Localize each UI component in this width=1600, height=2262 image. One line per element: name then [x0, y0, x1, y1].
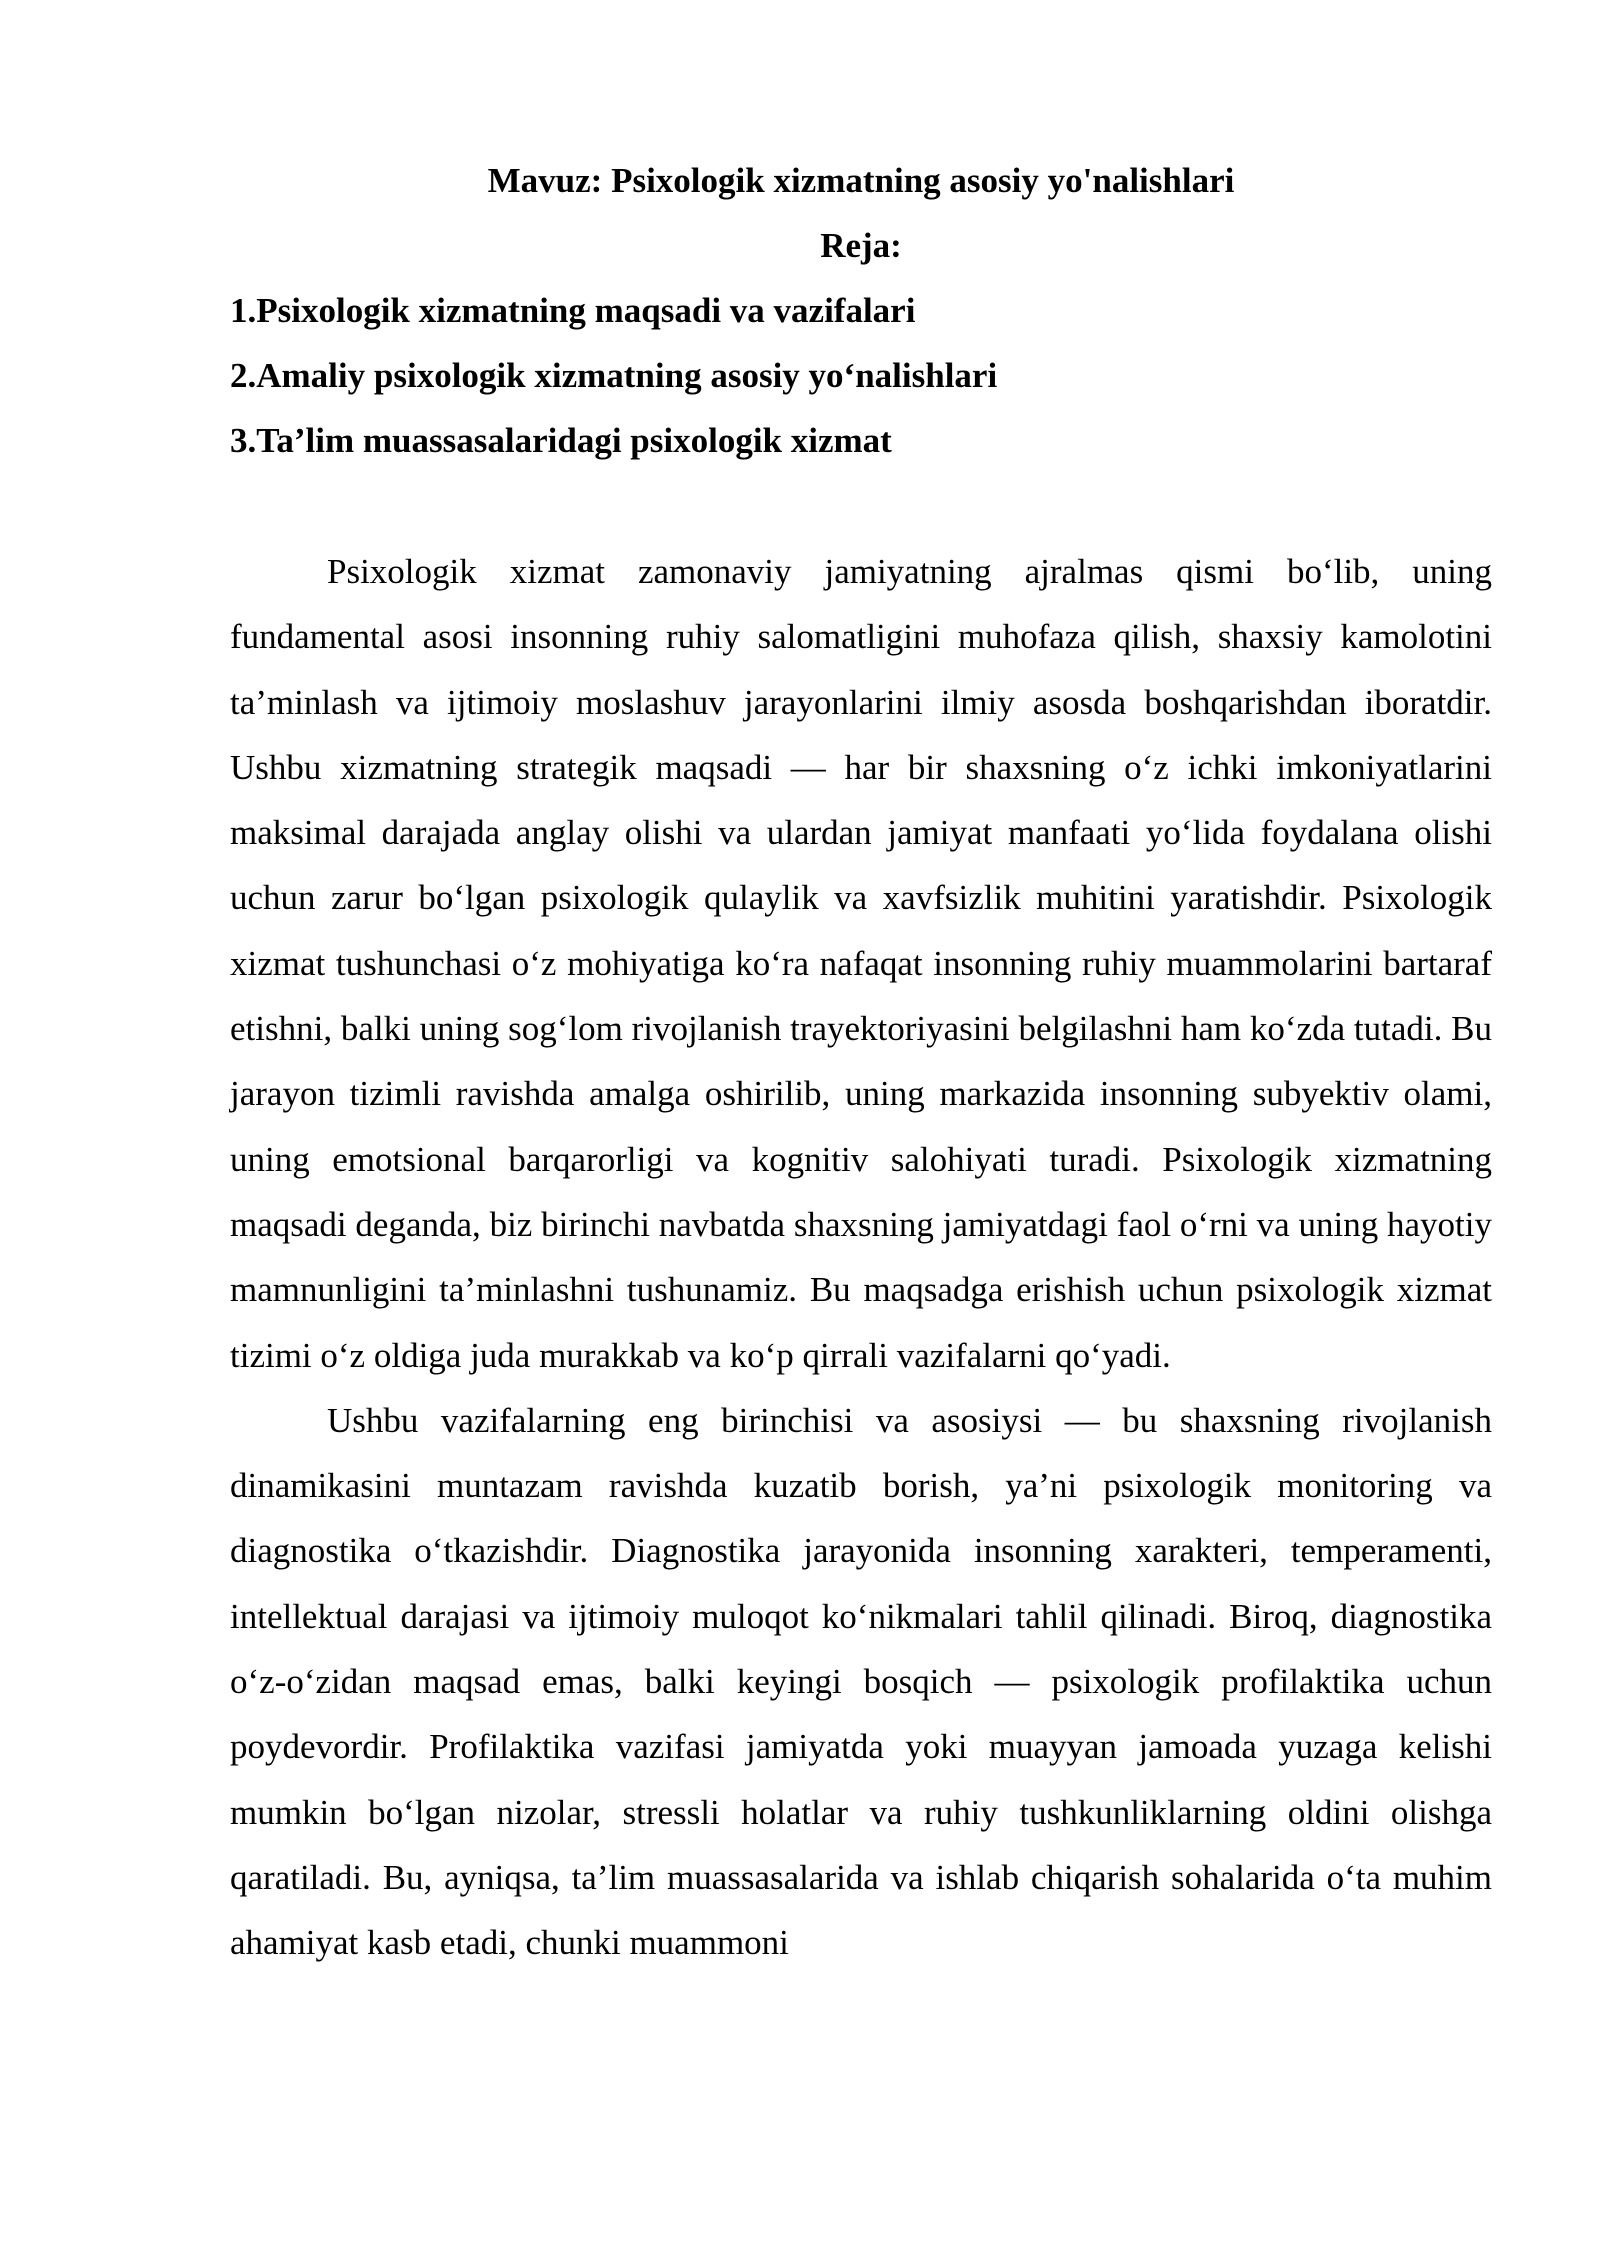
document-title: Mavuz: Psixologik xizmatning asosiy yo'nalishlari: [487, 161, 1235, 200]
plan-item: 2.Amaliy psixologik xizmatning asosiy yo‘nalishlari: [230, 356, 998, 395]
document-page: [230, 148, 1492, 1976]
section-spacer: [230, 473, 1492, 539]
plan-list: [230, 278, 1492, 473]
plan-item: 3.Ta’lim muassasalaridagi psixologik xizmat: [230, 421, 892, 460]
body-paragraph: Ushbu vazifalarning eng birinchisi va asosiysi — bu shaxsning rivojlanish dinamikasini muntazam ravishda kuzatib borish, ya’ni psixologik monitoring va diagnostika o‘tkazishdir. Diagnostika jarayonida insonning xarakteri, temperamenti, intellektual darajasi va ijtimoiy muloqot ko‘nikmalari tahlil qilinadi. Biroq, diagnostika o‘z-o‘zidan maqsad emas, balki keyingi bosqich — psixologik profilaktika uchun poydevordir. Profilaktika vazifasi jamiyatda yoki muayyan jamoada yuzaga kelishi mumkin bo‘lgan nizolar, stressli holatlar va ruhiy tushkunliklarning oldini olishga qaratiladi. Bu, ayniqsa, ta’lim muassasalarida va ishlab chiqarish sohalarida o‘ta muhim ahamiyat kasb etadi, chunki muammoni: [230, 1400, 1492, 1963]
plan-heading: Reja:: [820, 226, 902, 265]
body-paragraph: Psixologik xizmat zamonaviy jamiyatning ajralmas qismi bo‘lib, uning fundamental asosi insonning ruhiy salomatligini muhofaza qilish, shaxsiy kamolotini ta’minlash va ijtimoiy moslashuv jarayonlarini ilmiy asosda boshqarishdan iboratdir. Ushbu xizmatning strategik maqsadi — har bir shaxsning o‘z ichki imkoniyatlarini maksimal darajada anglay olishi va ulardan jamiyat manfaati yo‘lida foydalana olishi uchun zarur bo‘lgan psixologik qulaylik va xavfsizlik muhitini yaratishdir. Psixologik xizmat tushunchasi o‘z mohiyatiga ko‘ra nafaqat insonning ruhiy muammolarini bartaraf etishni, balki uning sog‘lom rivojlanish trayektoriyasini belgilashni ham ko‘zda tutadi. Bu jarayon tizimli ravishda amalga oshirilib, uning markazida insonning subyektiv olami, uning emotsional barqarorligi va kognitiv salohiyati turadi. Psixologik xizmatning maqsadi deganda, biz birinchi navbatda shaxsning jamiyatdagi faol o‘rni va uning hayotiy mamnunligini ta’minlashni tushunamiz. Bu maqsadga erishish uchun psixologik xizmat tizimi o‘z oldiga juda murakkab va ko‘p qirrali vazifalarni qo‘yadi.: [230, 552, 1492, 1375]
plan-item: 1.Psixologik xizmatning maqsadi va vazifalari: [230, 291, 916, 330]
